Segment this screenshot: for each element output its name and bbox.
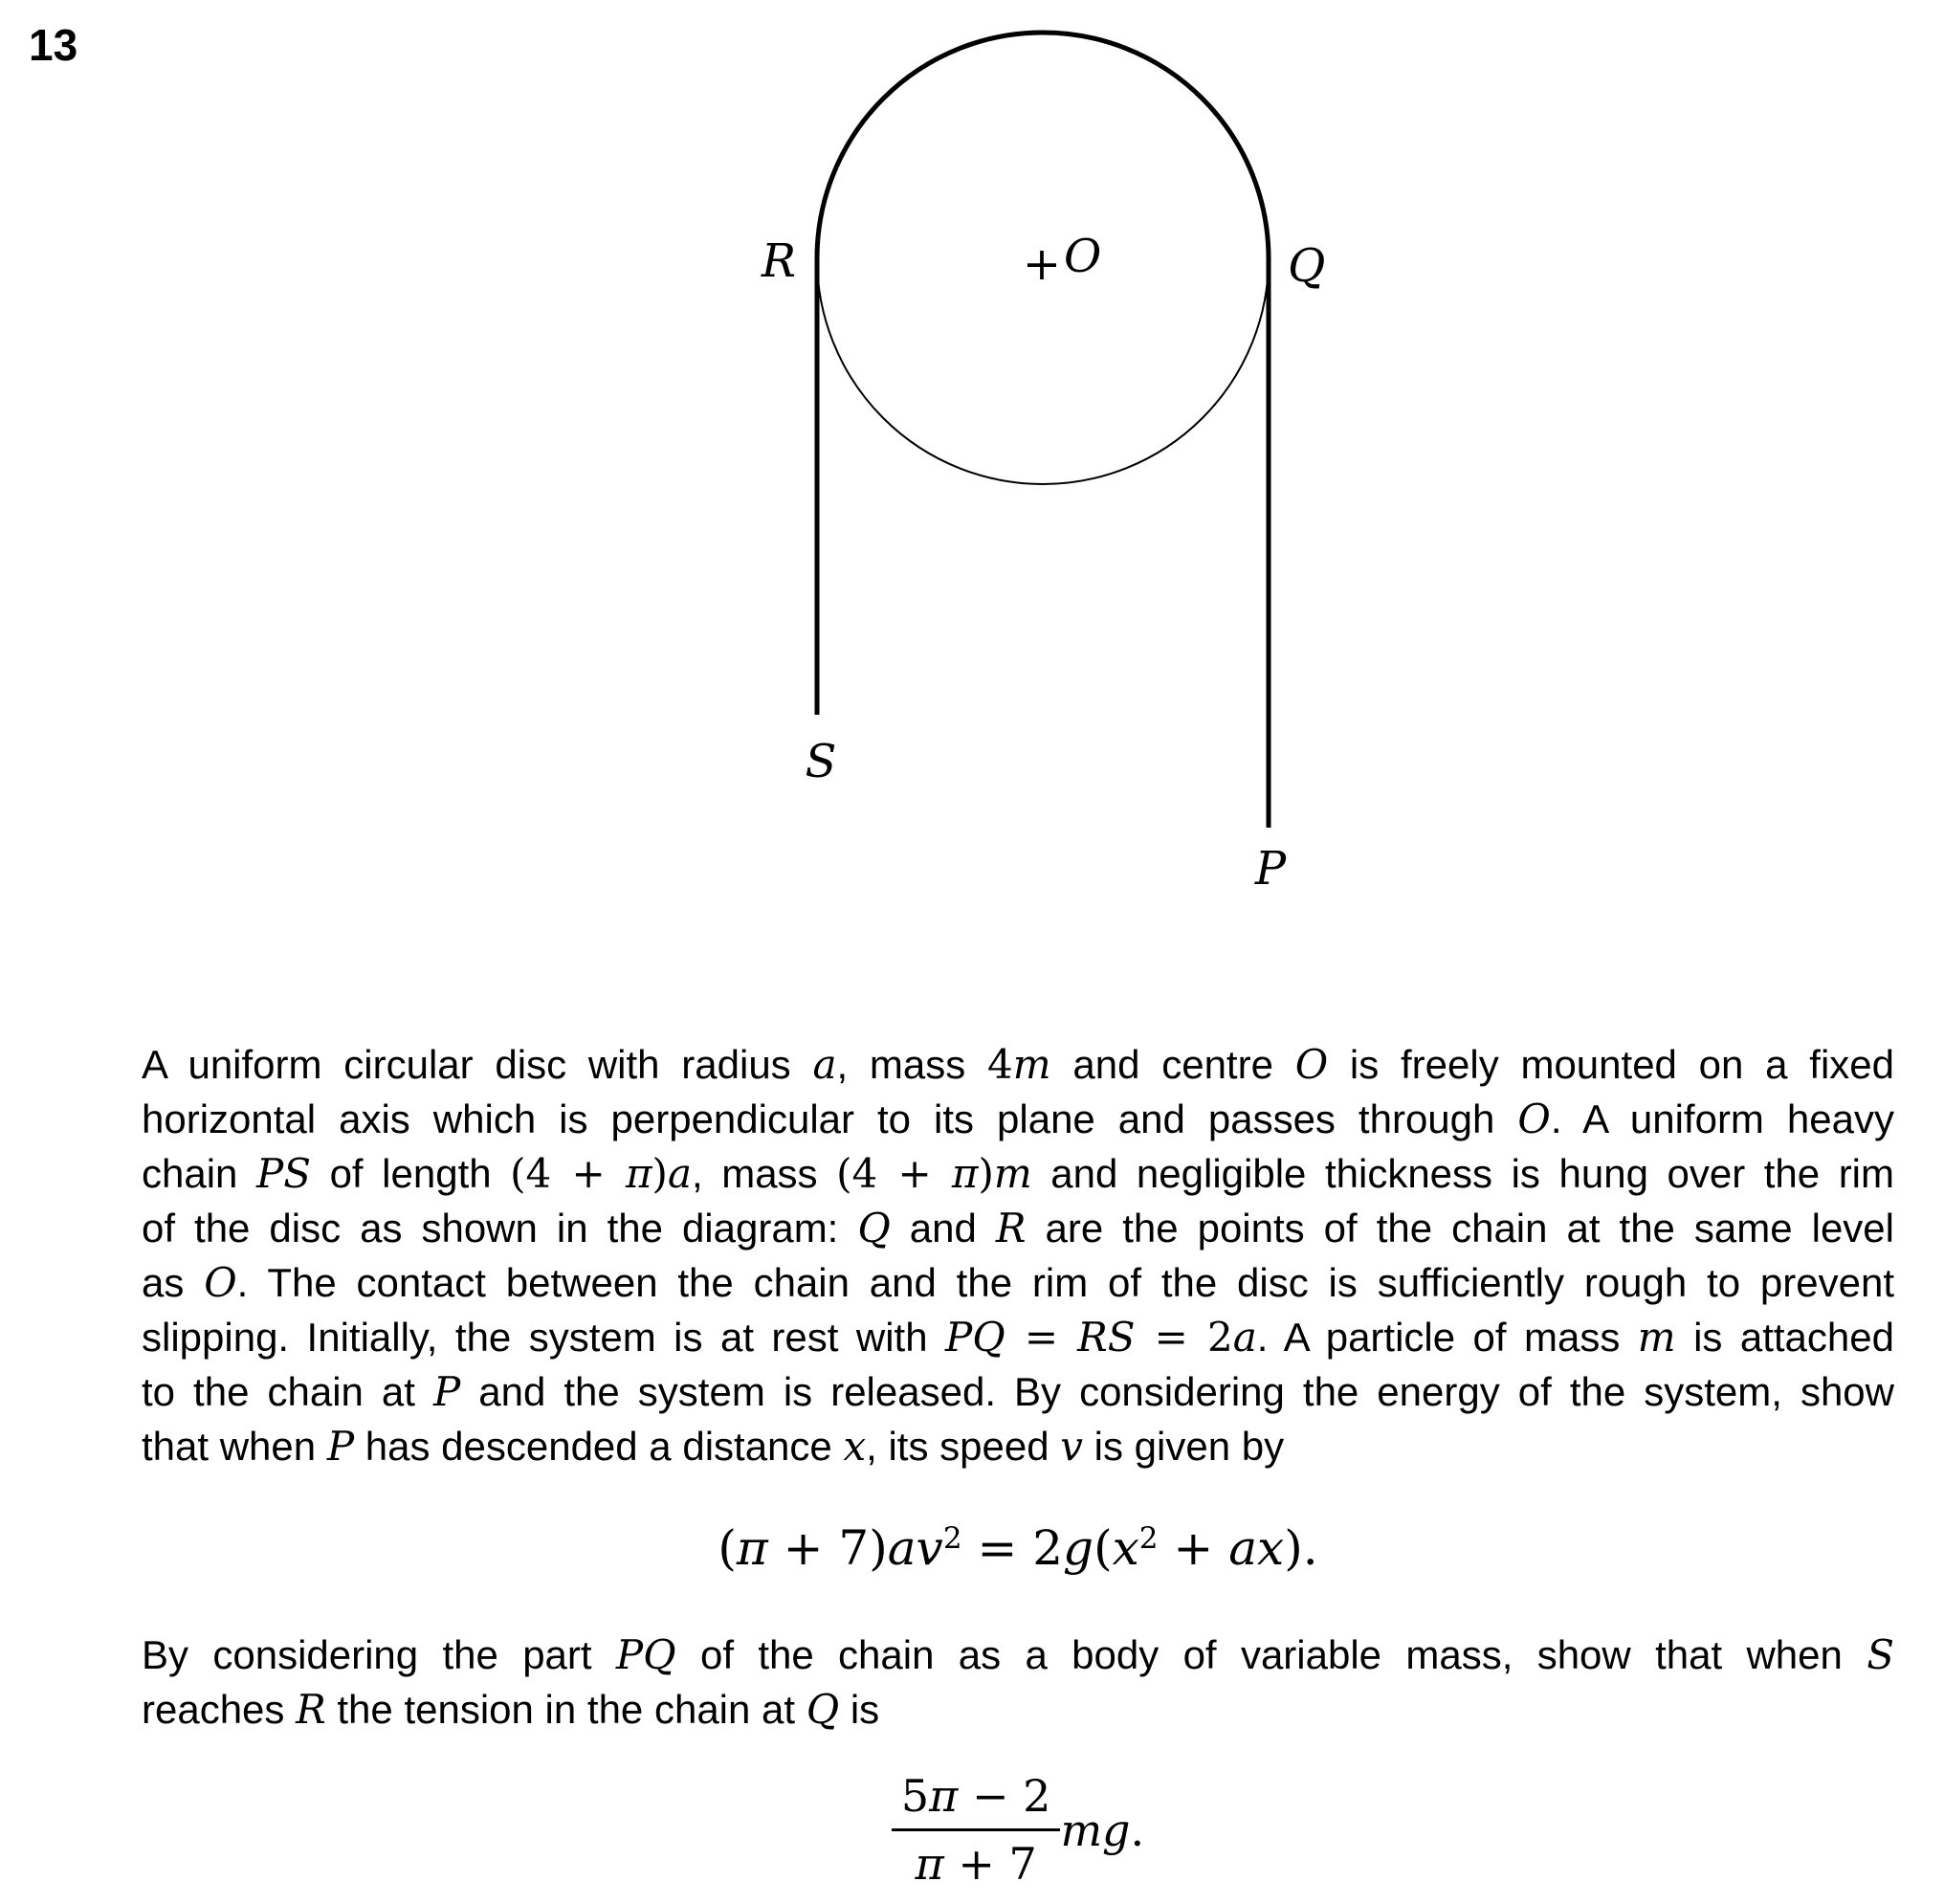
label-O: O <box>1064 230 1102 283</box>
text-line: that when P has descended a distance x, its speed v is given by <box>142 1423 1285 1470</box>
text-line: as O. The contact between the chain and the rim of the disc is sufficiently rough to prevent <box>142 1259 1894 1306</box>
text-line: of the disc as shown in the diagram: Q and R are the points of the chain at the same level <box>142 1205 1894 1251</box>
text-line: reaches R the tension in the chain at Q is <box>142 1686 880 1733</box>
tension-equation <box>142 1770 1894 1890</box>
fraction-denominator: π + 7 <box>892 1828 1061 1890</box>
fraction-numerator: 5π − 2 <box>900 1770 1051 1822</box>
variable-mass-paragraph <box>142 1627 1894 1737</box>
equation-suffix: mg. <box>1060 1804 1145 1856</box>
text-line: to the chain at P and the system is released. By considering the energy of the system, show <box>142 1368 1894 1415</box>
text-line: slipping. Initially, the system is at rest with PQ = RS = 2a. A particle of mass m is attached <box>142 1314 1894 1361</box>
text-line: By considering the part PQ of the chain as a body of variable mass, show that when S <box>142 1631 1894 1678</box>
problem-statement-paragraph <box>142 1037 1894 1473</box>
question-number: 13 <box>29 20 78 70</box>
text-line: A uniform circular disc with radius a, mass 4m and centre O is freely mounted on a fixed <box>142 1041 1894 1088</box>
text-line: chain PS of length (4 + π)a, mass (4 + π)m and negligible thickness is hung over the rim <box>142 1150 1894 1197</box>
label-Q: Q <box>1288 239 1326 293</box>
label-P: P <box>1254 842 1287 896</box>
speed-equation: $(\pi + 7)av^2 = 2g(x^2 + ax)$. <box>718 1520 1318 1576</box>
label-R: R <box>761 234 796 288</box>
centre-plus-mark: + <box>1022 237 1062 291</box>
disc-chain-diagram <box>0 0 1944 938</box>
chain-arc <box>817 33 1269 258</box>
text-line: horizontal axis which is perpendicular to its plane and passes through O. A uniform heavy <box>142 1096 1894 1142</box>
label-S: S <box>805 735 837 788</box>
fraction <box>892 1770 1061 1890</box>
